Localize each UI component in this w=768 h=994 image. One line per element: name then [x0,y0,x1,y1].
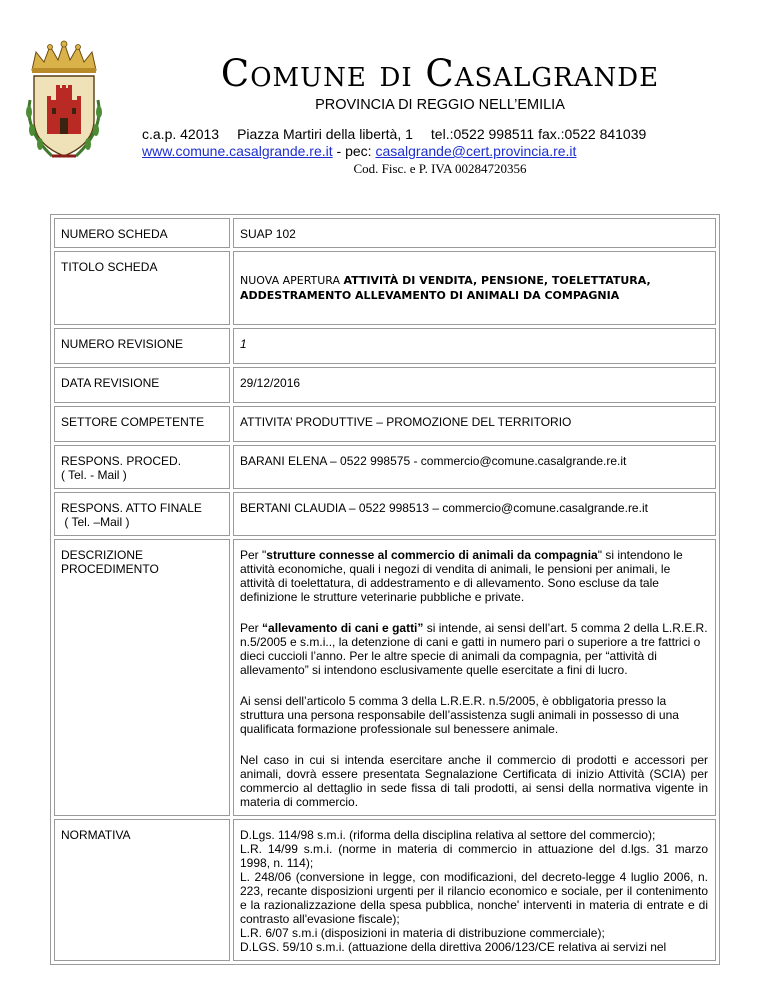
province-name: PROVINCIA DI REGGIO NELL’EMILIA [315,97,565,113]
website-link[interactable]: www.comune.casalgrande.re.it [142,143,333,159]
row-value: BARANI ELENA – 0522 998575 - commercio@comune.casalgrande.re.it [233,445,716,489]
title-prefix: NUOVA APERTURA [240,274,344,287]
text-run: Per " [240,548,267,562]
municipality-title: Comune di Casalgrande [220,52,660,95]
row-label: SETTORE COMPETENTE [54,406,230,442]
row-value [233,251,716,325]
row-value [233,819,716,961]
postal-code: c.a.p. 42013 [142,126,220,142]
label-line-2: ( Tel. - Mail ) [61,468,127,482]
regulation-line: L.R. 14/99 s.m.i. (norme in materia di commercio in attuazione del d.lgs. 31 marzo 1998, n. 114); [240,842,708,870]
label-line-1: DESCRIZIONE [61,548,144,562]
address-line [142,126,646,142]
label-line-1: RESPONS. ATTO FINALE [61,501,202,515]
street-address: Piazza Martiri della libertà, 1 [237,126,413,142]
table-row-descrizione [54,539,716,816]
row-value: SUAP 102 [233,218,716,248]
row-value: 1 [233,328,716,364]
table-row-data-revisione [54,367,716,403]
row-label [54,539,230,816]
municipal-crest-logo [22,40,106,164]
fiscal-code: Cod. Fisc. e P. IVA 00284720356 [353,161,527,176]
description-paragraph [240,621,708,677]
description-paragraph [240,548,708,604]
regulation-line: L.R. 6/07 s.m.i (disposizioni in materia di distribuzione commerciale); [240,926,605,940]
bold-text-run: strutture connesse al commercio di animali da compagnia [266,548,598,562]
bold-text-run: “allevamento di cani e gatti” [262,621,424,635]
label-line-2: ( Tel. –Mail ) [61,515,130,529]
table-row-titolo-scheda [54,251,716,325]
description-paragraph: Nel caso in cui si intenda esercitare anche il commercio di prodotti e accessori per animali, dovrà essere presentata Segnalazione Certificata di inizio Attività (SCIA) per commercio al dettaglio in sede fissa di tali prodotti, ai sensi della normativa vigente in materia di commercio. [240,753,708,809]
row-value: 29/12/2016 [233,367,716,403]
row-label [54,492,230,536]
contact-links [142,143,576,159]
regulation-line: L. 248/06 (conversione in legge, con modificazioni, del decreto-legge 4 luglio 2006, n. 223, recante disposizioni urgenti per il rilancio economico e sociale, per il contenimento e la razionalizzazione della spesa pubblica, nonche' interventi in materia di entrate e di contrasto all'evasione fiscale); [240,870,708,926]
procedure-sheet-table [50,214,720,965]
row-value: ATTIVITA’ PRODUTTIVE – PROMOZIONE DEL TERRITORIO [233,406,716,442]
label-line-2: PROCEDIMENTO [61,562,159,576]
pec-label: - pec: [332,143,376,159]
table-row-numero-scheda [54,218,716,248]
title-text: ATTIVITÀ DI VENDITA, PENSIONE, TOELETTATURA, ADDESTRAMENTO ALLEVAMENTO DI ANIMALI DA COMPAGNIA [240,274,651,302]
table-row-settore [54,406,716,442]
row-label: NUMERO REVISIONE [54,328,230,364]
description-paragraph: Ai sensi dell’articolo 5 comma 3 della L.R.E.R. n.5/2005, è obbligatoria presso la struttura una persona responsabile dell’assistenza sugli animali in possesso di una qualificata formazione professionale sul benessere animale. [240,694,679,736]
pec-email-link[interactable]: casalgrande@cert.provincia.re.it [375,143,577,159]
row-label: DATA REVISIONE [54,367,230,403]
row-label: NUMERO SCHEDA [54,218,230,248]
row-value: BERTANI CLAUDIA – 0522 998513 – commercio@comune.casalgrande.re.it [233,492,716,536]
text-run: si intende, ai sensi dell’art. 5 comma 2 della L.R.E.R. n.5/2005 e s.m.i.., la detenzione di cani e gatti in numero pari o superiore a tre fattrici o dieci cuccioli l’anno. Per le altre specie di animali da compagnia, per “attività di allevamento” si intendono esclusivamente quelle esercitate a fini di lucro. [240,621,708,677]
text-run: " si intendono le attività economiche, quali i negozi di vendita di animali, le pensioni per animali, le attività di toelettatura, di addestramento e di allevamento. Sono escluse da tale definizione le strutture veterinarie pubbliche e private. [240,548,683,604]
label-line-1: RESPONS. PROCED. [61,454,182,468]
table-row-numero-revisione [54,328,716,364]
table-row-respons-proced [54,445,716,489]
table-row-normativa [54,819,716,961]
row-value [233,539,716,816]
table-row-respons-atto [54,492,716,536]
row-label [54,445,230,489]
regulation-line: D.LGS. 59/10 s.m.i. (attuazione della direttiva 2006/123/CE relativa ai servizi nel [240,940,667,954]
phone-fax: tel.:0522 998511 fax.:0522 841039 [430,126,647,142]
regulation-line: D.Lgs. 114/98 s.m.i. (riforma della disciplina relativa al settore del commercio); [240,828,656,842]
row-label: NORMATIVA [54,819,230,961]
row-label: TITOLO SCHEDA [54,251,230,325]
text-run: Per [240,621,263,635]
